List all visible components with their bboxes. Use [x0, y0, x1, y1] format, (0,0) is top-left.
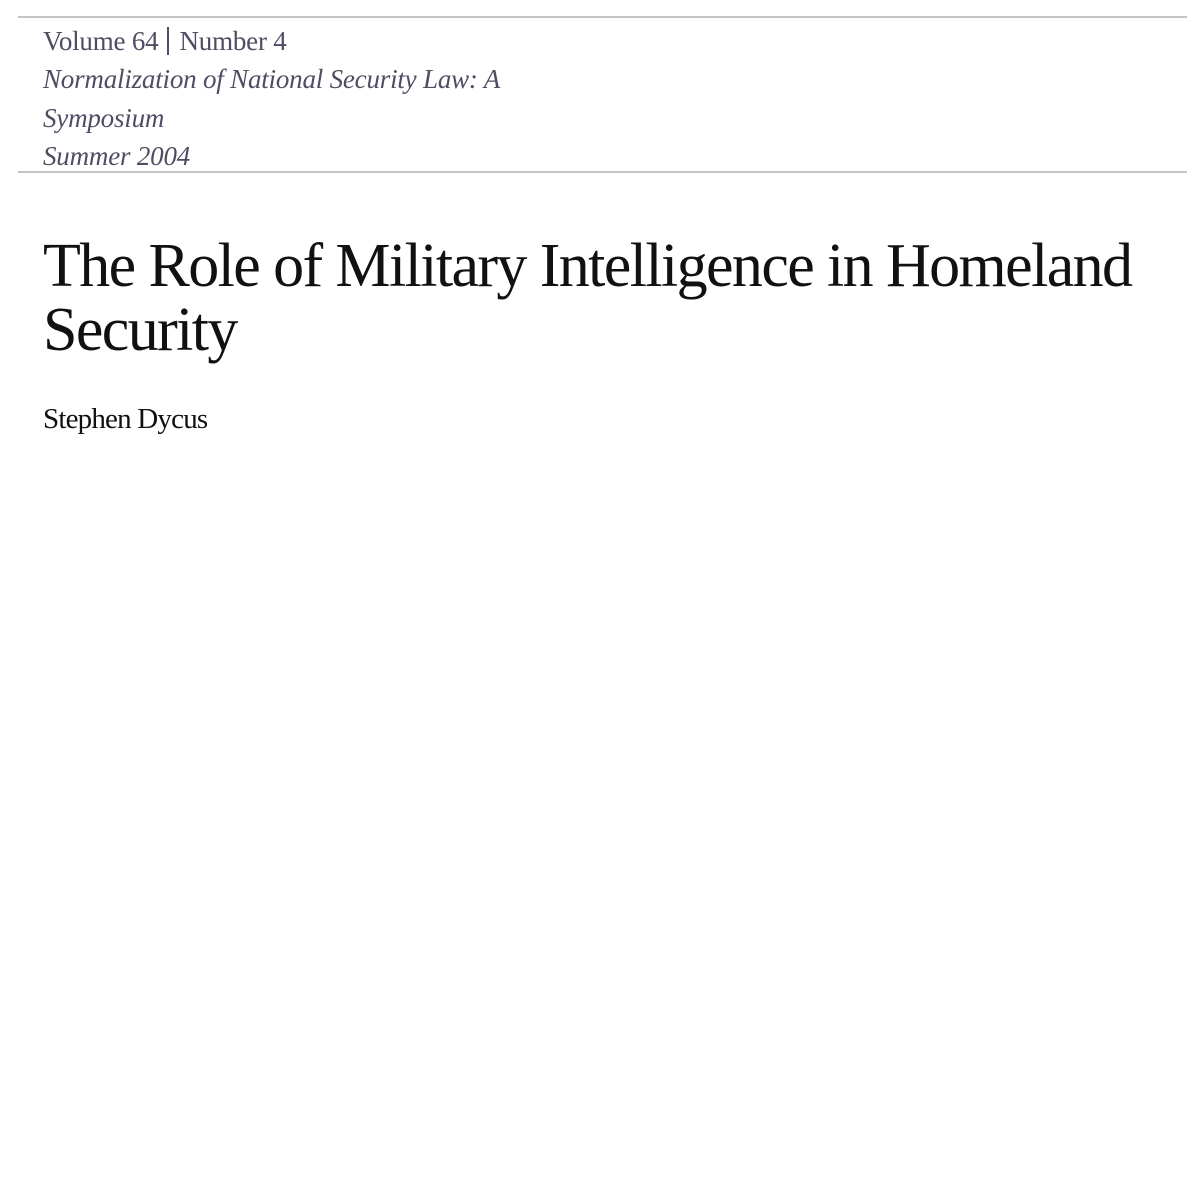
issue-line	[43, 22, 1187, 60]
author-name[interactable]: Stephen Dycus	[43, 403, 208, 435]
issue-date: Summer 2004	[43, 141, 191, 171]
symposium-title[interactable]: Normalization of National Security Law: A Symposium	[43, 64, 500, 133]
journal-issue-header	[18, 16, 1187, 173]
volume-link[interactable]: Volume 64	[43, 26, 159, 56]
issue-separator	[167, 27, 169, 55]
number-link[interactable]: Number 4	[179, 26, 287, 56]
article-title: The Role of Military Intelligence in Homeland Security	[43, 232, 1132, 364]
